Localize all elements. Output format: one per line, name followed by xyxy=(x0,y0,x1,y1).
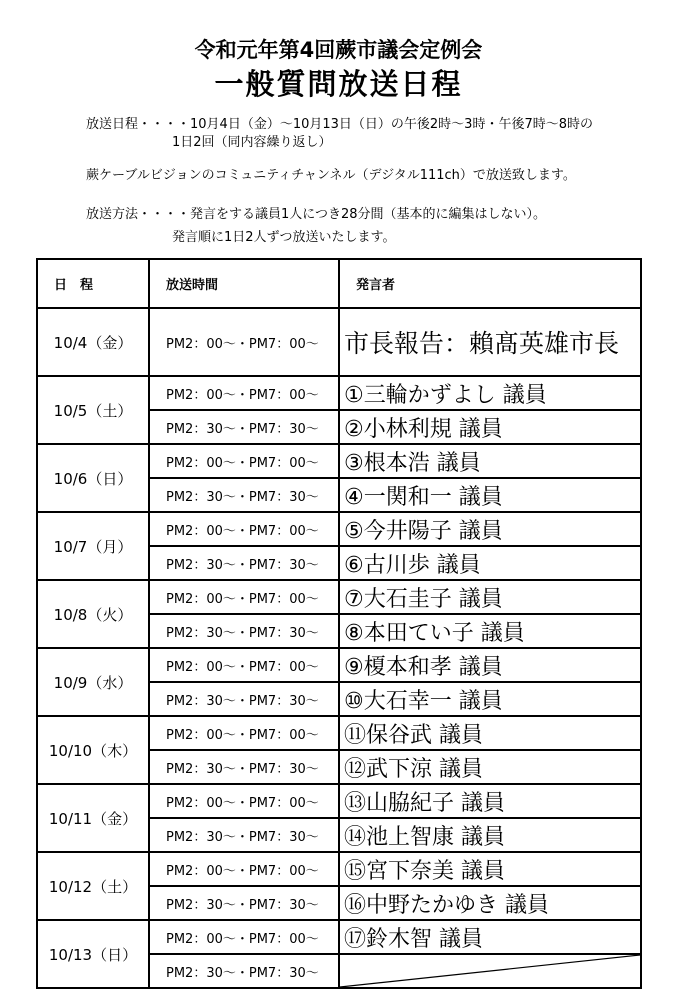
method-line-2: 発言順に1日2人ずつ放送いたします。 xyxy=(172,230,396,245)
table-row xyxy=(37,580,641,614)
time-cell: PM2：30～・PM7：30～ xyxy=(149,818,339,852)
speaker-cell: ④一関和一 議員 xyxy=(339,478,641,512)
time-cell: PM2：00～・PM7：00～ xyxy=(149,648,339,682)
time-cell: PM2：30～・PM7：30～ xyxy=(149,546,339,580)
speaker-cell: ⑭池上智康 議員 xyxy=(339,818,641,852)
time-cell: PM2：30～・PM7：30～ xyxy=(149,750,339,784)
time-cell: PM2：00～・PM7：00～ xyxy=(149,512,339,546)
date-cell: 10/9（水） xyxy=(37,648,149,716)
speaker-cell: ②小林利規 議員 xyxy=(339,410,641,444)
table-row xyxy=(37,852,641,886)
speaker-cell: ⑯中野たかゆき 議員 xyxy=(339,886,641,920)
method-line-1: 放送方法・・・・発言をする議員1人につき28分間（基本的に編集はしない）。 xyxy=(86,207,547,222)
table-row xyxy=(37,444,641,478)
date-cell: 10/8（火） xyxy=(37,580,149,648)
speaker-cell: ⑬山脇紀子 議員 xyxy=(339,784,641,818)
speaker-cell: ①三輪かずよし 議員 xyxy=(339,376,641,410)
table-row xyxy=(37,716,641,750)
header-speaker: 発言者 xyxy=(339,259,641,308)
broadcast-schedule-table xyxy=(36,258,642,989)
empty-speaker-cell xyxy=(339,954,641,988)
date-cell: 10/6（日） xyxy=(37,444,149,512)
time-cell: PM2：30～・PM7：30～ xyxy=(149,410,339,444)
date-cell: 10/11（金） xyxy=(37,784,149,852)
time-cell: PM2：00～・PM7：00～ xyxy=(149,308,339,376)
speaker-cell: ⑨榎本和孝 議員 xyxy=(339,648,641,682)
schedule-line-1: 放送日程・・・・10月4日（金）～10月13日（日）の午後2時～3時・午後7時～8時の xyxy=(86,117,593,132)
date-cell: 10/10（木） xyxy=(37,716,149,784)
table-row xyxy=(37,784,641,818)
date-cell: 10/7（月） xyxy=(37,512,149,580)
speaker-cell: ⑰鈴木智 議員 xyxy=(339,920,641,954)
title-line-2: 一般質問放送日程 xyxy=(214,67,463,101)
time-cell: PM2：30～・PM7：30～ xyxy=(149,886,339,920)
diagonal-slash xyxy=(340,955,640,987)
time-cell: PM2：00～・PM7：00～ xyxy=(149,716,339,750)
date-cell: 10/5（土） xyxy=(37,376,149,444)
time-cell: PM2：00～・PM7：00～ xyxy=(149,444,339,478)
speaker-cell: ⑫武下涼 議員 xyxy=(339,750,641,784)
date-cell: 10/4（金） xyxy=(37,308,149,376)
table-row xyxy=(37,376,641,410)
time-cell: PM2：00～・PM7：00～ xyxy=(149,376,339,410)
speaker-cell: ⑪保谷武 議員 xyxy=(339,716,641,750)
speaker-cell: ③根本浩 議員 xyxy=(339,444,641,478)
time-cell: PM2：00～・PM7：00～ xyxy=(149,852,339,886)
speaker-cell: ⑥古川歩 議員 xyxy=(339,546,641,580)
time-cell: PM2：00～・PM7：00～ xyxy=(149,920,339,954)
table-row xyxy=(37,512,641,546)
time-cell: PM2：30～・PM7：30～ xyxy=(149,614,339,648)
table-row xyxy=(37,648,641,682)
date-cell: 10/13（日） xyxy=(37,920,149,988)
date-cell: 10/12（土） xyxy=(37,852,149,920)
schedule-line-2: 1日2回（同内容繰り返し） xyxy=(172,135,332,150)
speaker-cell: ⑧本田てい子 議員 xyxy=(339,614,641,648)
speaker-cell: ⑦大石圭子 議員 xyxy=(339,580,641,614)
speaker-cell: 市長報告：賴髙英雄市長 xyxy=(339,308,641,376)
header-date: 日 程 xyxy=(37,259,149,308)
time-cell: PM2：00～・PM7：00～ xyxy=(149,784,339,818)
time-cell: PM2：30～・PM7：30～ xyxy=(149,954,339,988)
speaker-cell: ⑤今井陽子 議員 xyxy=(339,512,641,546)
table-header-row xyxy=(37,259,641,308)
table-row xyxy=(37,920,641,954)
speaker-cell: ⑩大石幸一 議員 xyxy=(339,682,641,716)
speaker-cell: ⑮宮下奈美 議員 xyxy=(339,852,641,886)
channel-line: 蕨ケーブルビジョンのコミュニティチャンネル（デジタル111ch）で放送致します。 xyxy=(86,168,576,183)
time-cell: PM2：00～・PM7：00～ xyxy=(149,580,339,614)
time-cell: PM2：30～・PM7：30～ xyxy=(149,682,339,716)
header-time: 放送時間 xyxy=(149,259,339,308)
time-cell: PM2：30～・PM7：30～ xyxy=(149,478,339,512)
title-line-1: 令和元年第4回蕨市議会定例会 xyxy=(194,38,483,62)
table-row xyxy=(37,308,641,376)
